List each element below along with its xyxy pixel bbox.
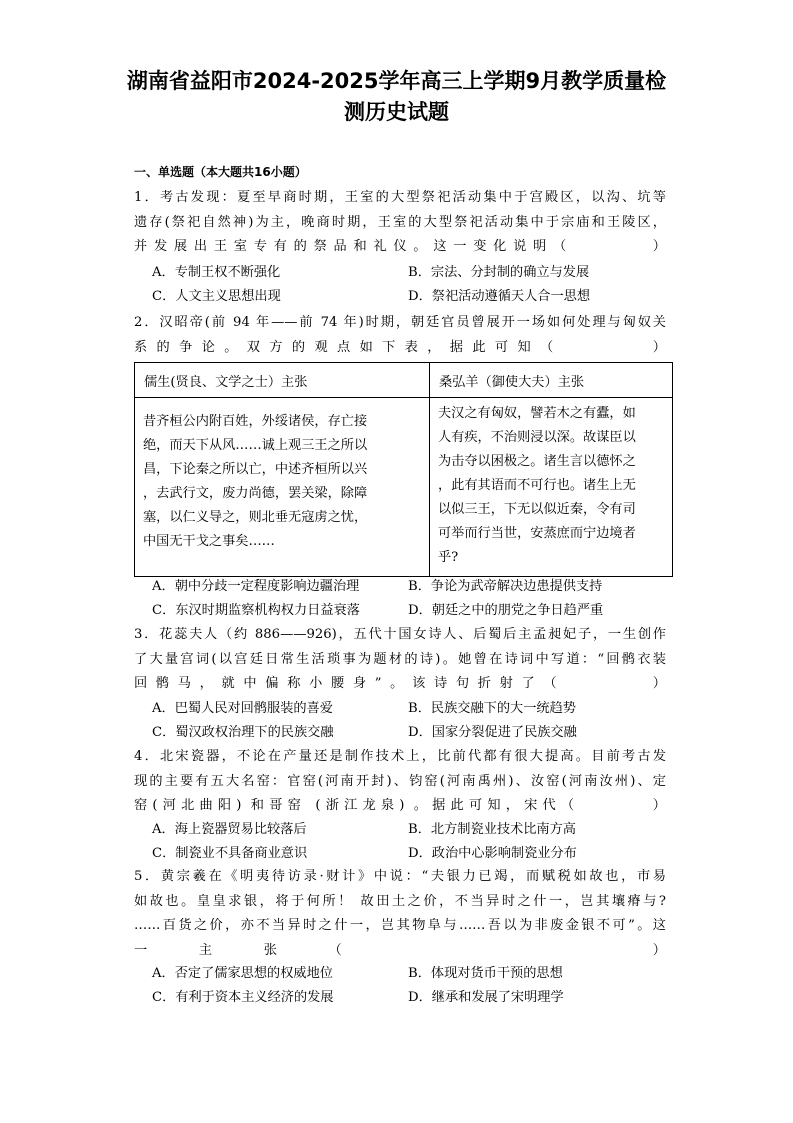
question-5-option-c[interactable]: C．有利于资本主义经济的发展 <box>152 990 334 1005</box>
question-2-option-b[interactable]: B．争论为武帝解决边患提供支持 <box>408 579 603 594</box>
question-3-option-a[interactable]: A．巴蜀人民对回鹘服装的喜爱 <box>152 701 333 716</box>
table-right-line: 夫汉之有匈奴，譬若木之有蠹，如 <box>438 406 636 421</box>
table-right-line: 以似三王，下无以似近秦，令有司 <box>438 502 636 517</box>
question-2-option-a[interactable]: A．朝中分歧一定程度影响边疆治理 <box>152 579 360 594</box>
question-3-line: 了大量宫词(以宫廷日常生活琐事为题材的诗)。她曾在诗词中写道：“回鹘衣装 <box>134 651 666 667</box>
section-heading: 一、单选题（本大题共16小题） <box>134 165 307 179</box>
table-left-line: ，去武行文，废力尚德，罢关梁，除障 <box>143 486 368 501</box>
question-5-line: 一主张（ ） <box>134 942 666 958</box>
question-4-option-d[interactable]: D．政治中心影响制瓷业分布 <box>408 846 577 861</box>
question-4-option-a[interactable]: A．海上瓷器贸易比较落后 <box>152 822 307 837</box>
table-right-line: 乎? <box>438 550 459 565</box>
question-1-option-b[interactable]: B．宗法、分封制的确立与发展 <box>408 265 590 280</box>
table-right-line: 人有疾，不治则浸以深。故谋臣以 <box>438 430 636 445</box>
question-2-stem <box>134 311 666 360</box>
question-1-stem <box>134 186 666 260</box>
question-3-line: 3．花蕊夫人（约 886——926)，五代十国女诗人、后蜀后主孟昶妃子，一生创作 <box>134 627 666 642</box>
question-1-line: 1．考古发现：夏至早商时期，王室的大型祭祀活动集中于宫殿区，以沟、坑等 <box>134 190 666 205</box>
title-line-2: 测历史试题 <box>344 100 449 124</box>
question-4-stem <box>134 745 666 819</box>
question-4-line: 现的主要有五大名窑：官窑(河南开封)、钧窑(河南禹州)、汝窑(河南汝州)、定 <box>134 773 666 789</box>
question-4-option-c[interactable]: C．制瓷业不具备商业意识 <box>152 846 308 861</box>
question-1-option-d[interactable]: D．祭祀活动遵循天人合一思想 <box>408 289 591 304</box>
question-4-line: 窑(河北曲阳) 和哥窑 (浙江龙泉) 。据此可知，宋代（ ） <box>134 798 666 813</box>
table-cell-left <box>135 398 430 577</box>
table-left-line: 塞，以仁义导之，则北垂无寇虏之忧， <box>143 510 368 525</box>
title-line-1: 湖南省益阳市2024-2025学年高三上学期9月教学质量检 <box>126 69 667 93</box>
question-3-option-b[interactable]: B．民族交融下的大一统趋势 <box>408 701 576 716</box>
table-right-line: 可举而行当世，安蒸庶而宁边境者 <box>438 526 636 541</box>
question-1-line: 遗存(祭祀自然神)为主，晚商时期，王室的大型祭祀活动集中于宗庙和王陵区， <box>134 214 666 230</box>
question-5-option-d[interactable]: D．继承和发展了宋明理学 <box>408 990 564 1005</box>
table-left-line: 昌，下论秦之所以亡，中述齐桓所以兴 <box>143 462 368 477</box>
question-3-line: 回鹘马，就中偏称小腰身”。该诗句折射了（ ） <box>134 676 666 691</box>
question-3-option-c[interactable]: C．蜀汉政权治理下的民族交融 <box>152 725 334 740</box>
table-left-line: 绝，而天下从风……诚上观三王之所以 <box>143 438 368 453</box>
question-1-line: 并发展出王室专有的祭品和礼仪。这一变化说明（ ） <box>134 239 666 254</box>
table-left-line: 中国无干戈之事矣…… <box>143 534 275 549</box>
question-2-line: 系的争论。双方的观点如下表，据此可知（ ） <box>134 339 666 355</box>
question-2-option-d[interactable]: D．朝廷之中的朋党之争日趋严重 <box>408 603 604 618</box>
question-5-option-a[interactable]: A．否定了儒家思想的权威地位 <box>152 966 333 981</box>
question-5-line: ……百货之价，亦不当异时之什一，岂其物阜与……吾以为非废金银不可”。这 <box>134 918 666 933</box>
table-right-line: 为击夺以困极之。诸生言以德怀之 <box>438 454 636 469</box>
question-5-line: 5．黄宗羲在《明夷待访录·财计》中说：“夫银力已竭，而赋税如故也，市易 <box>134 869 666 884</box>
question-5-line: 如故也。皇皇求银，将于何所！ 故田土之价，不当异时之什一，岂其壤瘠与? <box>134 893 666 909</box>
question-4-line: 4．北宋瓷器，不论在产量还是制作技术上，比前代都有很大提高。目前考古发 <box>134 749 666 764</box>
table-cell-right <box>430 398 673 577</box>
table-header-right: 桑弘羊（御使大夫）主张 <box>430 363 673 398</box>
question-2-line: 2．汉昭帝(前 94 年——前 74 年)时期，朝廷官员曾展开一场如何处理与匈奴关 <box>134 315 666 330</box>
debate-table <box>134 362 673 577</box>
question-1-option-c[interactable]: C．人文主义思想出现 <box>152 289 281 304</box>
question-2-option-c[interactable]: C．东汉时期监察机构权力日益衰落 <box>152 603 360 618</box>
page-title <box>120 66 673 128</box>
question-3-stem <box>134 623 666 697</box>
question-1-option-a[interactable]: A．专制王权不断强化 <box>152 265 281 280</box>
table-left-line: 昔齐桓公内附百姓，外绥诸侯，存亡接 <box>143 414 368 429</box>
question-5-stem <box>134 865 666 963</box>
question-5-option-b[interactable]: B．体现对货币干预的思想 <box>408 966 563 981</box>
question-4-option-b[interactable]: B．北方制瓷业技术比南方高 <box>408 822 576 837</box>
table-right-line: ，此有其语而不可行也。诸生上无 <box>438 478 636 493</box>
question-3-option-d[interactable]: D．国家分裂促进了民族交融 <box>408 725 577 740</box>
table-header-left: 儒生(贤良、文学之士）主张 <box>135 363 430 398</box>
